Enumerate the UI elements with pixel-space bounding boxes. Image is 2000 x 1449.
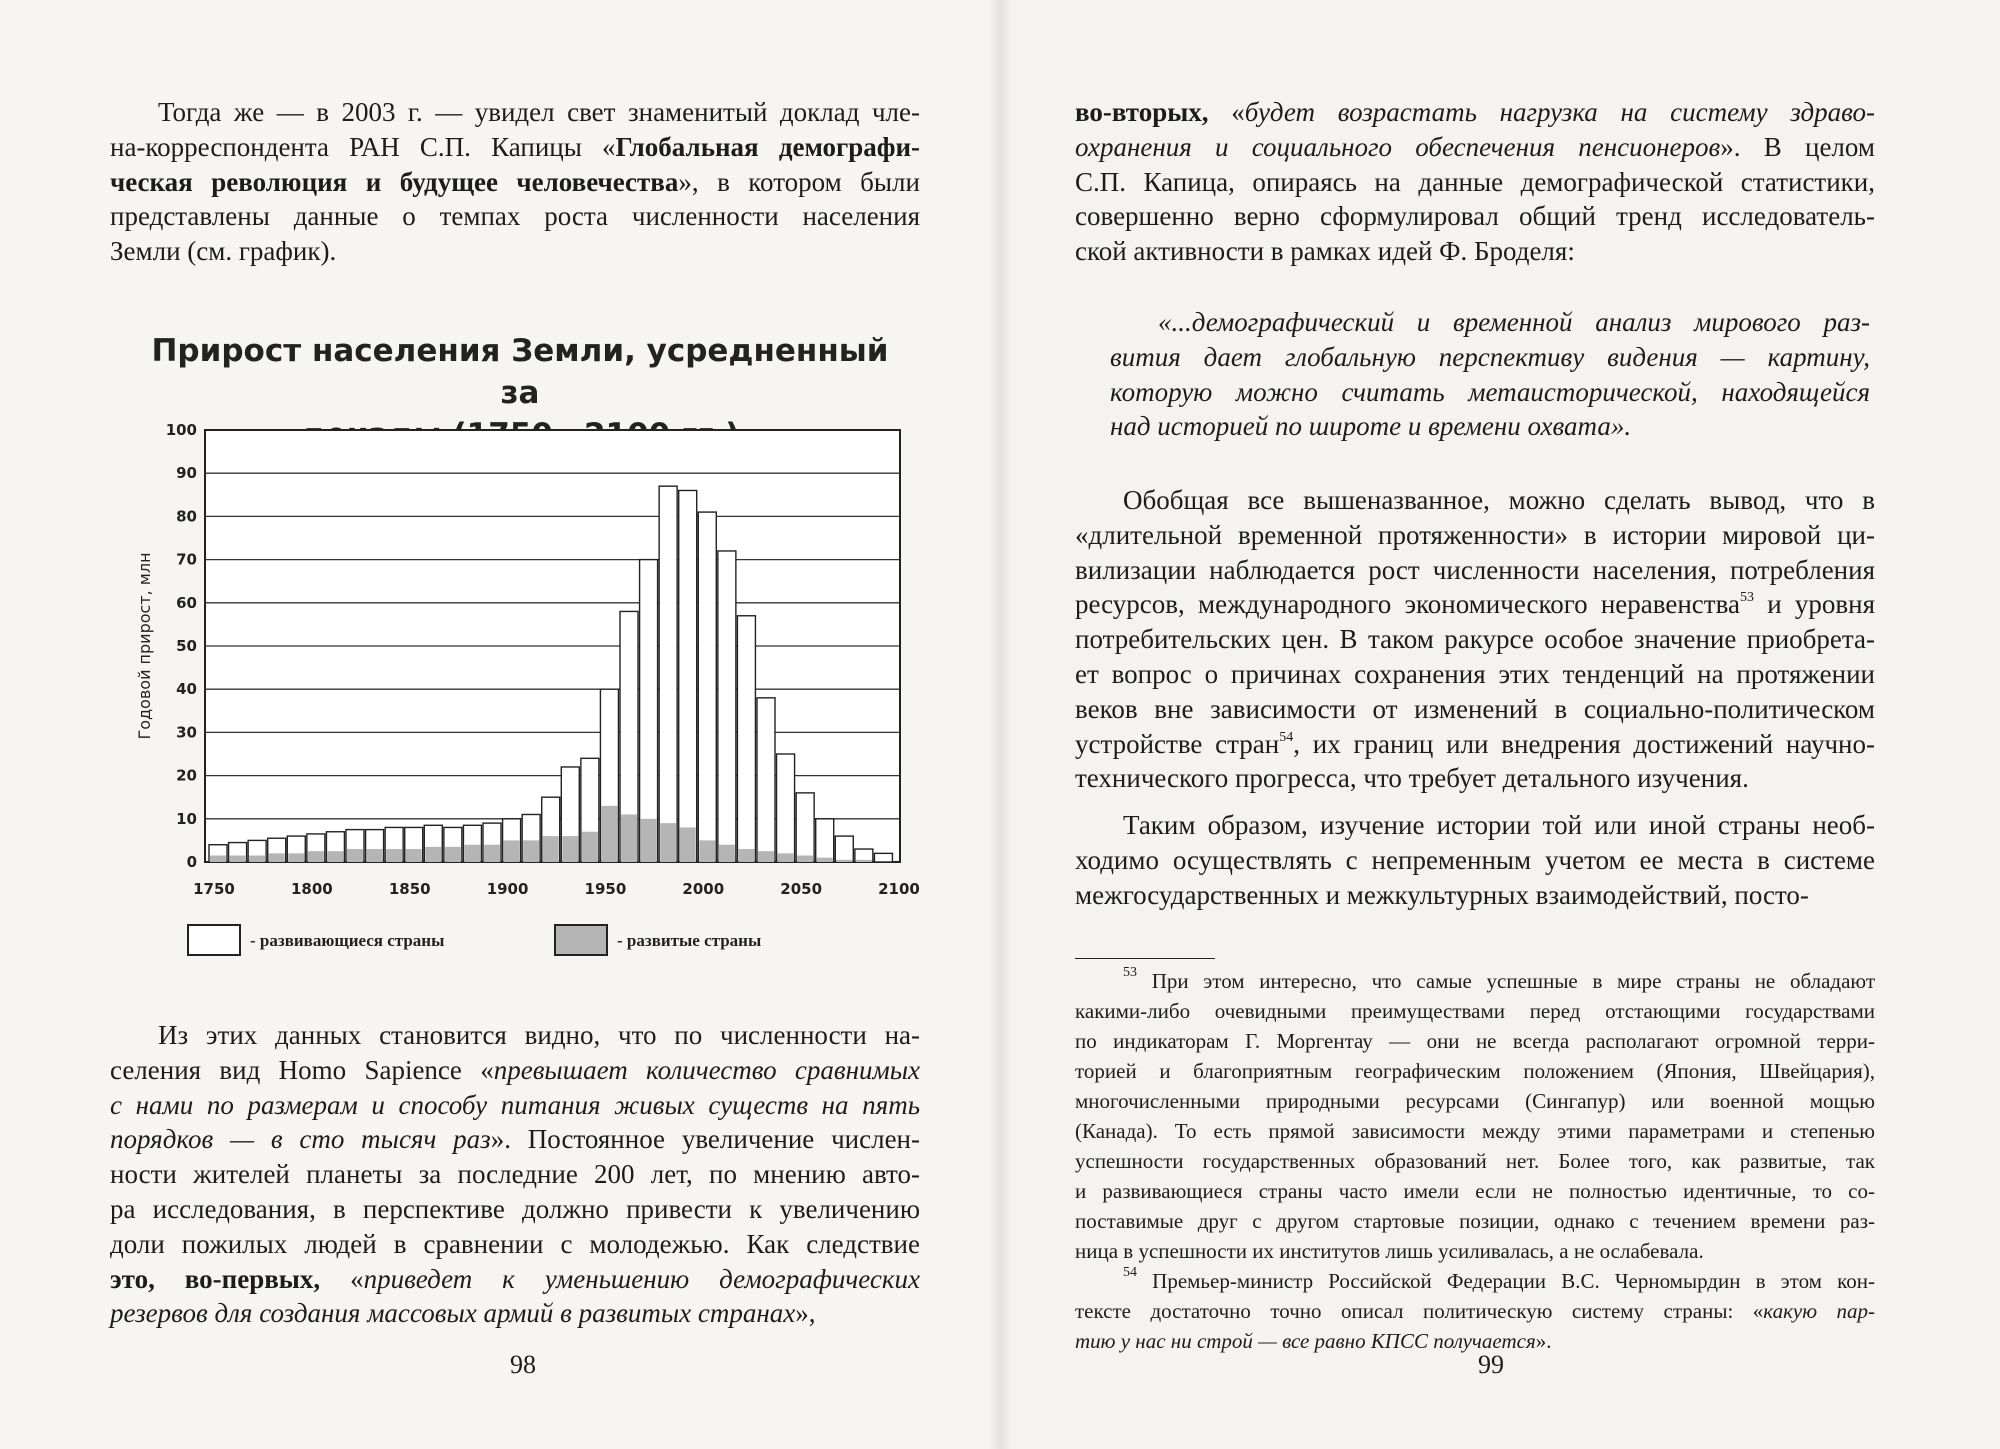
- text-line: [1075, 1296, 1875, 1326]
- y-tick-label: 40: [176, 680, 197, 699]
- text-run: совершенно верно сформулировал общий тренд исследователь-: [1075, 201, 1875, 232]
- bar-developed-1910: [523, 840, 539, 862]
- text-run: Премьер-министр Российской Федерации В.С. Черномырдин в этом кон-: [1137, 1269, 1875, 1293]
- text-run: представлены данные о темпах роста численности населения: [110, 201, 920, 232]
- x-tick-label: 2000: [682, 880, 725, 898]
- text-run: охранения и социального обеспечения пенсионеров: [1075, 131, 1721, 162]
- text-line: [1075, 622, 1875, 657]
- bar-developed-1980: [660, 823, 676, 862]
- text-run: «: [320, 1263, 364, 1294]
- text-line: [1075, 130, 1875, 165]
- text-run: ской активности в рамках идей Ф. Броделя:: [1075, 236, 1575, 267]
- bar-developed-1890: [484, 845, 500, 862]
- bar-developed-1940: [582, 832, 598, 862]
- text-run: резервов для создания массовых армий в развитых странах: [110, 1298, 796, 1329]
- y-tick-label: 50: [176, 637, 197, 655]
- footnote-separator: [1075, 958, 1215, 959]
- text-line: [110, 1157, 920, 1192]
- bar-developed-1840: [386, 849, 402, 862]
- text-line: [1075, 996, 1875, 1026]
- text-line: [1075, 553, 1875, 588]
- text-run: «: [1208, 97, 1245, 127]
- bar-developed-1930: [562, 836, 578, 862]
- text-run: селения вид Homo Sapience «: [110, 1054, 494, 1085]
- bar-developed-1960: [621, 814, 637, 862]
- x-tick-label: 2050: [780, 880, 823, 898]
- text-run: и уровня: [1753, 589, 1875, 620]
- y-tick-label: 10: [176, 809, 197, 828]
- y-tick-label: 20: [176, 766, 197, 785]
- text-run: Земли (см. график).: [110, 236, 337, 267]
- bar-developing-1980: [659, 486, 677, 862]
- text-line: [1075, 587, 1875, 622]
- text-run: потребительских цен. В таком ракурсе особое значение приобрета-: [1075, 624, 1875, 655]
- x-tick-label: 1800: [290, 880, 333, 898]
- y-tick-label: 80: [176, 507, 197, 526]
- text-line: [110, 165, 920, 200]
- population-growth-chart: [110, 410, 930, 970]
- bar-developed-2000: [699, 840, 715, 862]
- text-line: [1075, 761, 1875, 796]
- text-run: с нами по размерам и способу питания живых существ на пять: [110, 1089, 920, 1120]
- text-run: », в котором были: [678, 166, 920, 197]
- bar-developed-1860: [425, 847, 441, 862]
- text-run: многочисленными природными ресурсами (Сингапур) или военной мощью: [1075, 1089, 1875, 1113]
- bar-developing-1990: [679, 490, 697, 862]
- footnote-ref: 53: [1739, 590, 1754, 606]
- y-tick-label: 30: [176, 723, 197, 742]
- text-run: успешности государственных образований нет. Более того, как развитые, так: [1075, 1149, 1875, 1173]
- text-run: вития дает глобальную перспективу видения — картину,: [1110, 341, 1870, 372]
- text-line: [110, 95, 920, 130]
- text-line: [1075, 808, 1875, 843]
- text-run: ». Постоянное увеличение числен-: [490, 1124, 920, 1155]
- text-line: [1075, 95, 1875, 130]
- bar-developed-1970: [641, 819, 657, 862]
- text-line: [110, 199, 920, 234]
- text-run: вилизации наблюдается рост численности населения, потребления: [1075, 554, 1875, 585]
- text-run: (Канада). То есть прямой зависимости между этими параметрами и степенью: [1075, 1119, 1875, 1143]
- bar-developed-1770: [249, 856, 265, 862]
- text-run: какую пар-: [1763, 1299, 1875, 1323]
- text-run: , их границ или внедрения достижений научно-: [1293, 728, 1875, 759]
- text-line: [110, 1296, 920, 1331]
- text-run: При этом интересно, что самые успешные в мире страны не обладают: [1137, 969, 1875, 993]
- bar-developing-2090: [874, 853, 892, 862]
- book-gutter: [988, 0, 1012, 1449]
- bar-developed-2060: [817, 858, 833, 862]
- y-axis-label: Годовой прирост, млн: [135, 552, 154, 740]
- legend-label-developing: - развивающиеся страны: [250, 931, 445, 950]
- bar-developed-2080: [856, 860, 872, 862]
- x-tick-label: 2100: [878, 880, 920, 898]
- text-run: ности жителей планеты за последние 200 лет, по мнению авто-: [110, 1159, 920, 1190]
- text-run: Из этих данных становится видно, что по численности на-: [158, 1020, 920, 1050]
- bar-developed-2070: [836, 860, 852, 862]
- bar-developing-2050: [796, 793, 814, 862]
- braudel-quote: [1110, 305, 1870, 444]
- text-line: [1110, 409, 1870, 444]
- bar-developing-2030: [757, 698, 775, 862]
- text-run: и развивающиеся страны часто имели если не полностью идентичные, то со-: [1075, 1179, 1875, 1203]
- text-run: ресурсов, международного экономического неравенства: [1075, 589, 1740, 620]
- text-run: «длительной временной протяженности» в истории мировой ци-: [1075, 519, 1875, 550]
- text-line: [1075, 518, 1875, 553]
- text-run: ».: [1535, 1329, 1552, 1353]
- text-line: [1075, 1326, 1875, 1356]
- text-line: [1075, 234, 1875, 269]
- bar-developing-2070: [835, 836, 853, 862]
- text-line: [1110, 340, 1870, 375]
- y-tick-label: 60: [176, 593, 197, 612]
- left-paragraph-conclusion: [110, 1018, 920, 1331]
- text-line: [1075, 1206, 1875, 1236]
- text-line: [1110, 375, 1870, 410]
- text-run: будет возрастать нагрузка на систему здраво-: [1244, 97, 1876, 127]
- text-line: [1075, 165, 1875, 200]
- text-line: [1075, 1236, 1875, 1266]
- text-run: межгосударственных и межкультурных взаимодействий, посто-: [1075, 879, 1809, 910]
- text-line: [1075, 1116, 1875, 1146]
- text-line: [1075, 692, 1875, 727]
- right-paragraph-continuation: [1075, 95, 1875, 269]
- bar-developed-1810: [327, 851, 343, 862]
- bar-developed-1990: [680, 827, 696, 862]
- text-run: тексте достаточно точно описал политическую систему страны: «: [1075, 1299, 1764, 1323]
- text-run: «...демографический и временной анализ мирового раз-: [1158, 307, 1870, 337]
- text-line: [1075, 1026, 1875, 1056]
- bar-developing-2060: [816, 819, 834, 862]
- footnote-ref: 54: [1279, 729, 1294, 745]
- text-line: [1075, 1146, 1875, 1176]
- text-run: устройстве стран: [1075, 728, 1280, 759]
- text-run: приведет к уменьшению демографических: [363, 1263, 920, 1294]
- text-line: [1075, 1086, 1875, 1116]
- left-paragraph-intro: [110, 95, 920, 269]
- bar-developing-2020: [737, 616, 755, 862]
- bar-developed-1780: [269, 853, 285, 862]
- bar-developed-1850: [406, 849, 422, 862]
- legend-label-developed: - развитые страны: [617, 931, 762, 950]
- text-line: [1075, 483, 1875, 518]
- text-run: ница в успешности их институтов лишь усиливалась, а не ослабевала.: [1075, 1239, 1704, 1263]
- chart-title-line-1: Прирост населения Земли, усредненный за: [151, 333, 889, 411]
- text-line: [110, 130, 920, 165]
- bar-developed-1900: [504, 840, 520, 862]
- text-run: превышает количество сравнимых: [493, 1054, 920, 1085]
- text-line: [1075, 199, 1875, 234]
- x-tick-label: 1950: [584, 880, 627, 898]
- bar-developed-1830: [367, 849, 383, 862]
- text-run: доли пожилых людей в сравнении с молодежью. Как следствие: [110, 1228, 920, 1259]
- text-run: ческая революция и будущее человечества: [110, 166, 679, 197]
- text-line: [1075, 1056, 1875, 1086]
- text-line: [110, 1018, 920, 1053]
- text-line: [110, 1088, 920, 1123]
- text-run: веков вне зависимости от изменений в социально-политическом: [1075, 693, 1875, 724]
- text-run: над историей по широте и времени охвата».: [1110, 411, 1632, 442]
- text-run: Тогда же — в 2003 г. — увидел свет знаменитый доклад чле-: [158, 97, 920, 127]
- bar-developed-2040: [778, 853, 794, 862]
- bar-developed-1790: [288, 853, 304, 862]
- footnote-54: [1075, 1266, 1875, 1356]
- text-run: Обобщая все вышеназванное, можно сделать вывод, что в: [1123, 485, 1875, 515]
- bar-developed-2020: [738, 849, 754, 862]
- page-number-right: 99: [1478, 1350, 1504, 1379]
- legend-swatch-developed: [555, 925, 607, 955]
- footnote-ref: 53: [1123, 965, 1137, 980]
- text-run: »,: [795, 1298, 816, 1329]
- bar-developing-2000: [698, 512, 716, 862]
- text-run: торией и благоприятным географическим положением (Япония, Швейцария),: [1075, 1059, 1875, 1083]
- text-run: ет вопрос о причинах сохранения этих тенденций на протяжении: [1075, 658, 1875, 689]
- text-line: [1110, 305, 1870, 340]
- text-line: [110, 1262, 920, 1297]
- bar-developing-2010: [718, 551, 736, 862]
- text-run: поставимые друг с другом стартовые позиции, однако с течением времени раз-: [1075, 1209, 1875, 1233]
- text-line: [1075, 843, 1875, 878]
- text-run: технического прогресса, что требует детального изучения.: [1075, 763, 1749, 794]
- text-run: которую можно считать метаисторической, находящейся: [1110, 376, 1870, 407]
- bar-developing-2040: [777, 754, 795, 862]
- text-run: тию у нас ни строй — все равно КПСС получается: [1075, 1329, 1536, 1353]
- bar-developed-1760: [230, 856, 246, 862]
- page-number-left: 98: [510, 1350, 536, 1379]
- text-run: на-корреспондента РАН С.П. Капицы «: [110, 131, 616, 162]
- text-run: Таким образом, изучение истории той или иной страны необ-: [1123, 810, 1875, 840]
- text-run: С.П. Капица, опираясь на данные демографической статистики,: [1075, 166, 1875, 197]
- text-line: [1075, 878, 1875, 913]
- text-run: какими-либо очевидными преимуществами перед отстающими государствами: [1075, 999, 1875, 1023]
- bar-developed-2050: [797, 856, 813, 862]
- bar-developed-1920: [543, 836, 559, 862]
- bar-developed-1880: [464, 845, 480, 862]
- text-line: [110, 1053, 920, 1088]
- y-tick-label: 100: [165, 421, 197, 439]
- text-run: по индикаторам Г. Моргентау — они не всегда располагают огромной терри-: [1075, 1029, 1875, 1053]
- text-line: [110, 1227, 920, 1262]
- legend-swatch-developing: [188, 925, 240, 955]
- text-run: порядков — в сто тысяч раз: [110, 1124, 491, 1155]
- right-paragraph-summary: [1075, 483, 1875, 796]
- text-line: [1075, 727, 1875, 762]
- y-tick-label: 70: [176, 550, 197, 569]
- text-run: ходимо осуществлять с непременным учетом ее места в системе: [1075, 844, 1875, 875]
- bar-developed-1800: [308, 851, 324, 862]
- bar-developed-2010: [719, 845, 735, 862]
- text-run: Глобальная демографи-: [615, 131, 920, 162]
- x-tick-label: 1850: [388, 880, 431, 898]
- text-run: ». В целом: [1720, 131, 1875, 162]
- text-run: во-вторых,: [1075, 97, 1209, 127]
- y-tick-label: 0: [186, 853, 197, 871]
- text-line: [1075, 1266, 1875, 1296]
- bar-developed-1950: [601, 806, 617, 862]
- bar-developed-1870: [445, 847, 461, 862]
- y-tick-label: 90: [176, 464, 197, 483]
- text-line: [110, 1192, 920, 1227]
- right-paragraph-conclusion: [1075, 808, 1875, 912]
- x-tick-label: 1750: [193, 880, 235, 898]
- footnote-ref: 54: [1123, 1265, 1137, 1280]
- bar-developed-1820: [347, 849, 363, 862]
- text-run: это, во-первых,: [110, 1263, 321, 1294]
- bar-developing-1970: [640, 560, 658, 862]
- bar-developed-2030: [758, 851, 774, 862]
- footnote-53: [1075, 966, 1875, 1266]
- x-tick-label: 1900: [486, 880, 529, 898]
- text-line: [1075, 657, 1875, 692]
- text-line: [1075, 966, 1875, 996]
- text-line: [110, 234, 920, 269]
- text-run: ра исследования, в перспективе должно привести к увеличению: [110, 1193, 920, 1224]
- bar-developed-1750: [210, 856, 226, 862]
- text-line: [110, 1122, 920, 1157]
- text-line: [1075, 1176, 1875, 1206]
